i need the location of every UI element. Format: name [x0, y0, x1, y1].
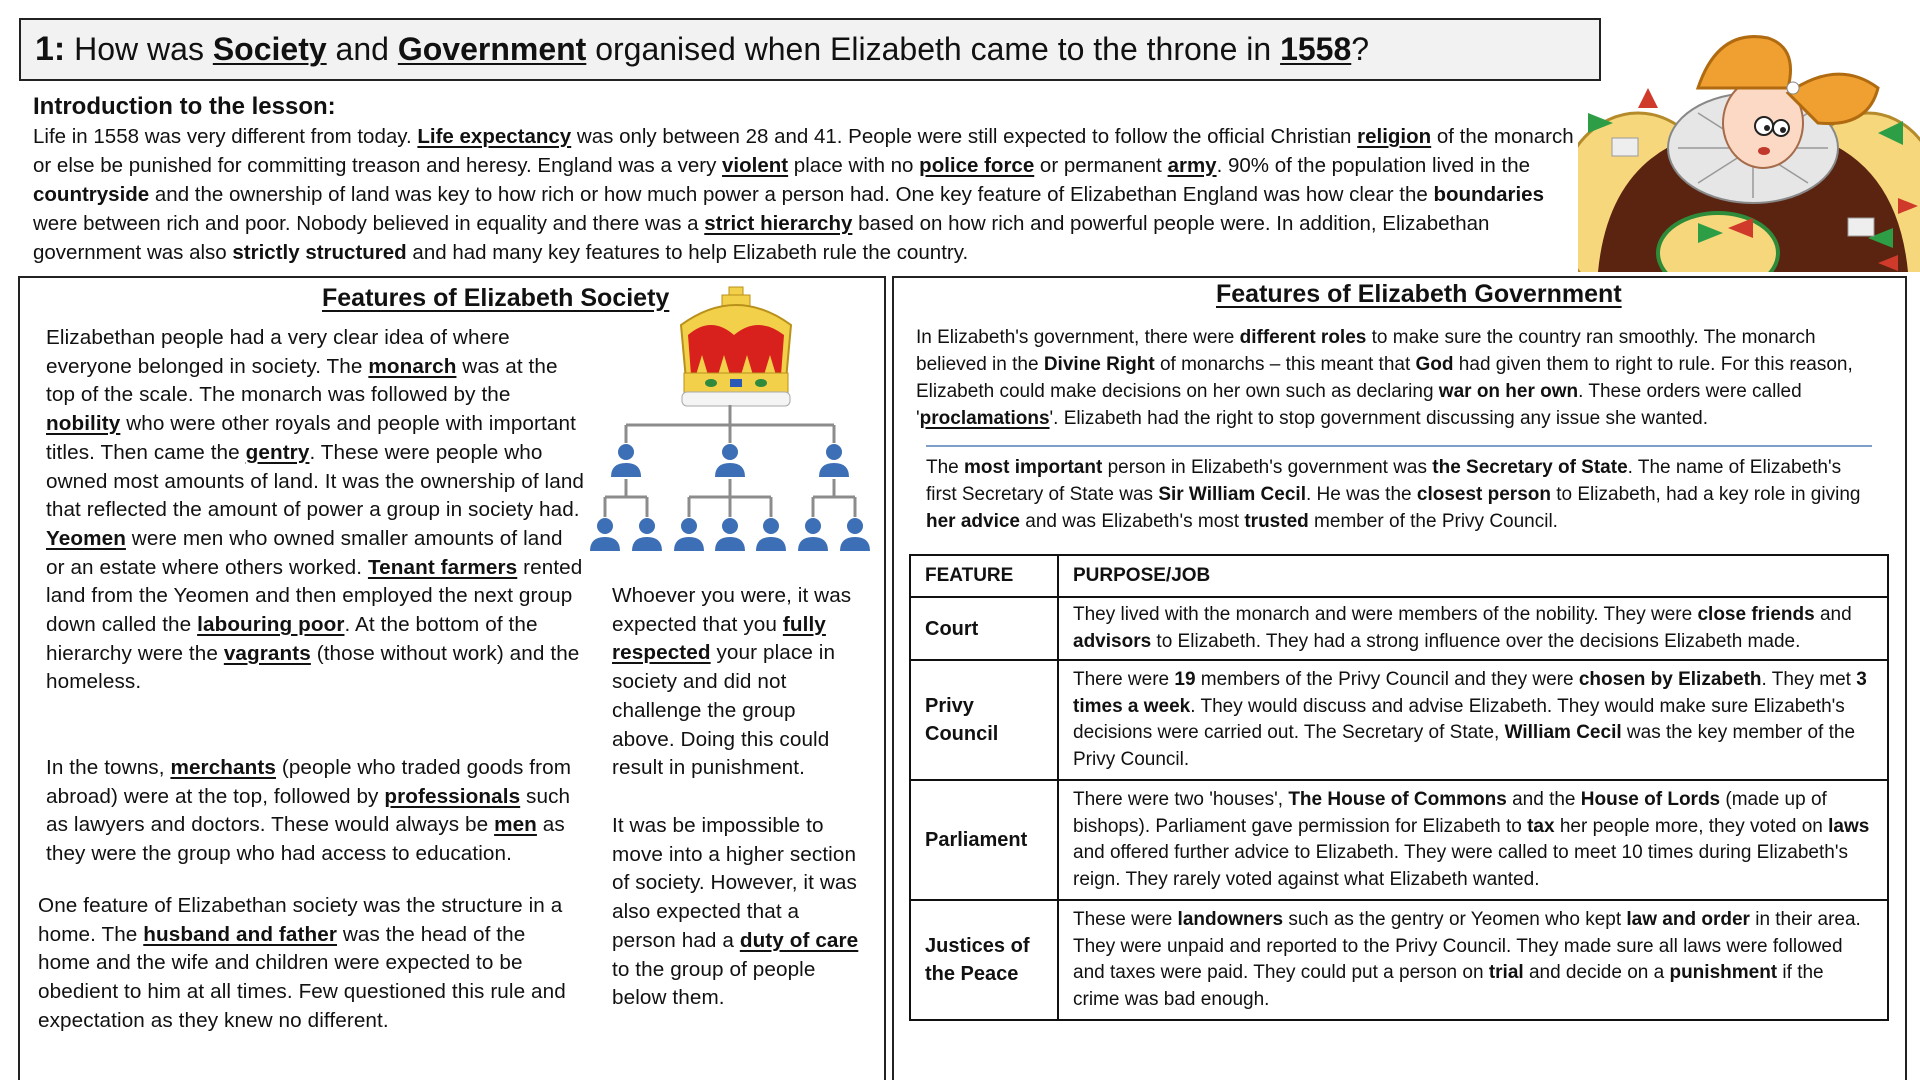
- society-paragraph-hierarchy: Elizabethan people had a very clear idea of where everyone belonged in society. The monarch was at the top of the scale. The monarch was followed by the nobility who were other royals and people with important titles. Then came the gentry. These were people who owned most amounts of land. It was the ownership of land that reflected the amount of power a group in society had. Yeomen were men who owned smaller amounts of land or an estate where others worked. Tenant farmers rented land from the Yeomen and then employed the next group down called the labouring poor. At the bottom of the hierarchy were the vagrants (those without work) and the homeless.: [46, 326, 585, 694]
- purpose-cell: These were landowners such as the gentry or Yeomen who kept law and order in their area. They were unpaid and reported to the Privy Council. They made sure all laws were followed and taxes were paid. They could put a person on trial and decide on a punishment if the crime was bad enough.: [1058, 900, 1888, 1020]
- divider-line: [926, 445, 1872, 447]
- intro-paragraph: Life in 1558 was very different from today. Life expectancy was only between 28 and 41. People were still expected to follow the official Christian religion of the monarch or else be punished for committing treason and heresy. England was a very violent place with no police force or permanent army. 90% of the population lived in the countryside and the ownership of land was key to how rich or how much power a person had. One key feature of Elizabethan England was how clear the boundaries were between rich and poor. Nobody believed in equality and there was a strict hierarchy based on how rich and powerful people were. In addition, Elizabethan government was also strictly structured and had many key features to help Elizabeth rule the country.: [33, 125, 1574, 264]
- column-header-feature: FEATURE: [910, 555, 1058, 597]
- society-side-mobility: It was be impossible to move into a higher section of society. However, it was also expected that a person had a duty of care to the group of people below them.: [612, 814, 859, 1010]
- elizabeth-cartoon-image: [1578, 18, 1920, 272]
- government-title: Features of Elizabeth Government: [1216, 280, 1622, 308]
- table-header-row: [910, 555, 1888, 597]
- feature-cell: Court: [910, 597, 1058, 660]
- society-paragraph-towns: In the towns, merchants (people who traded goods from abroad) were at the top, followed by professionals such as lawyers and doctors. These would always be men as they were the group who had access to education.: [46, 756, 572, 866]
- table-row: [910, 597, 1888, 660]
- society-paragraph-home: One feature of Elizabethan society was the structure in a home. The husband and father was the head of the home and the wife and children were expected to be obedient to him at all times. Few questioned this rule and expectation as they knew no different.: [38, 892, 583, 1036]
- intro-heading: Introduction to the lesson:: [33, 93, 336, 120]
- column-header-purpose: PURPOSE/JOB: [1058, 555, 1888, 597]
- table-row: [910, 780, 1888, 900]
- lesson-number: 1:: [35, 30, 66, 68]
- purpose-cell: There were two 'houses', The House of Commons and the House of Lords (made up of bishops). Parliament gave permission for Elizabeth to tax her people more, they voted on laws and offered further advice to Elizabeth. They were called to meet 10 times during Elizabeth's reign. They rarely voted against what Elizabeth wanted.: [1058, 780, 1888, 900]
- hierarchy-diagram: [585, 405, 875, 565]
- feature-cell: Privy Council: [910, 660, 1058, 780]
- table-row: [910, 900, 1888, 1020]
- feature-cell: Parliament: [910, 780, 1058, 900]
- feature-cell: Justices of the Peace: [910, 900, 1058, 1020]
- purpose-cell: There were 19 members of the Privy Council and they were chosen by Elizabeth. They met 3 times a week. They would discuss and advise Elizabeth. They would make sure Elizabeth's decisions were carried out. The Secretary of State, William Cecil was the key member of the Privy Council.: [1058, 660, 1888, 780]
- crown-image: [666, 285, 806, 415]
- government-paragraph-secretary: The most important person in Elizabeth's government was the Secretary of State. The name of Elizabeth's first Secretary of State was Sir William Cecil. He was the closest person to Elizabeth, had a key role in giving her advice and was Elizabeth's most trusted member of the Privy Council.: [926, 457, 1861, 532]
- table-row: [910, 660, 1888, 780]
- government-paragraph-roles: In Elizabeth's government, there were different roles to make sure the country ran smoothly. The monarch believed in the Divine Right of monarchs – this meant that God had given them to right to rule. For this reason, Elizabeth could make decisions on her own such as declaring war on her own. These orders were called 'proclamations'. Elizabeth had the right to stop government discussing any issue she wanted.: [916, 327, 1853, 429]
- government-features-table: [909, 554, 1889, 1021]
- lesson-title: 1: How was Society and Government organised when Elizabeth came to the throne in 1558?: [19, 18, 1601, 81]
- society-title: Features of Elizabeth Society: [322, 284, 670, 312]
- intro-section: [33, 92, 1583, 267]
- society-side-respect: Whoever you were, it was expected that you fully respected your place in society and did not challenge the group above. Doing this could result in punishment.: [612, 584, 852, 780]
- purpose-cell: They lived with the monarch and were members of the nobility. They were close friends and advisors to Elizabeth. They had a strong influence over the decisions Elizabeth made.: [1058, 597, 1888, 660]
